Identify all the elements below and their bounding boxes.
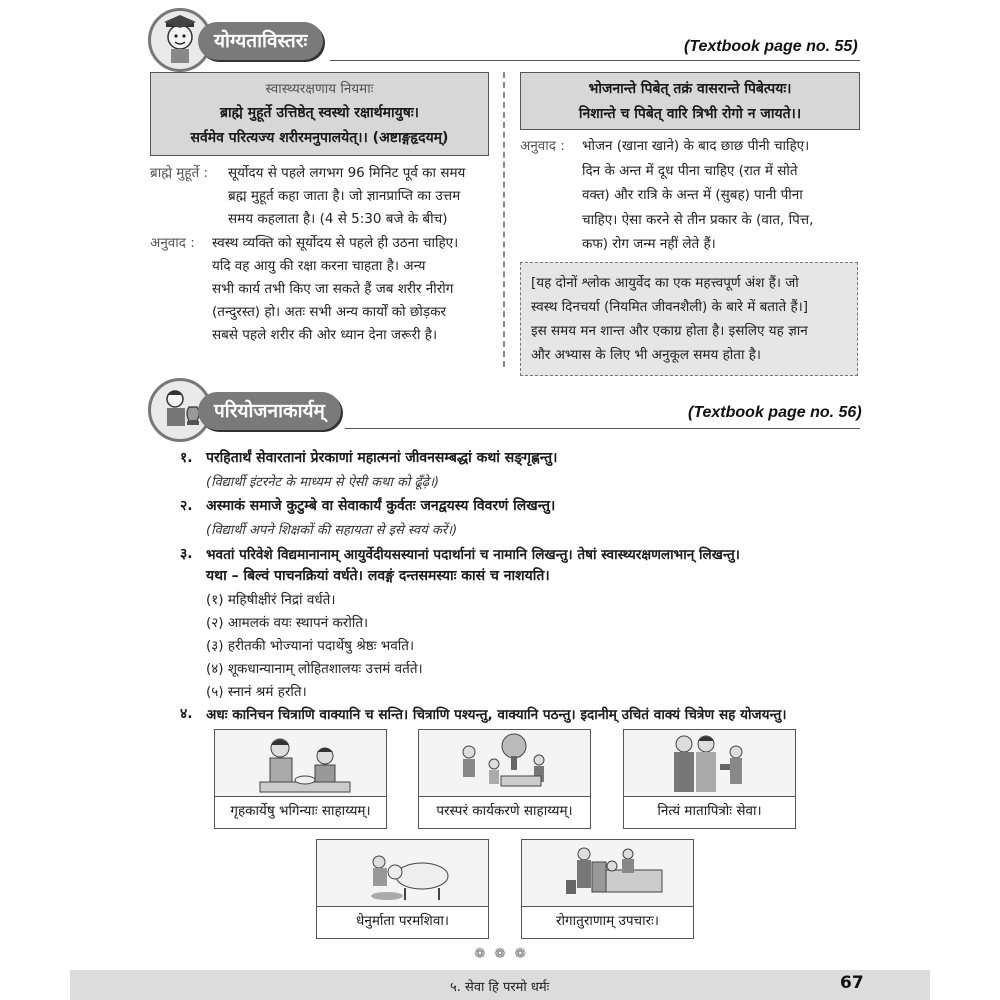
text-line: यदि वह आयु की रक्षा करना चाहता है। अन्य [212, 258, 426, 274]
q3-example: यथा – बिल्वं पाचनक्रियां वर्धते। लवङ्गं दन्तसमस्याः कासं च नाशयति। [206, 568, 550, 584]
entry-anuvada-right [520, 134, 860, 257]
section1-rule [330, 60, 860, 61]
cow-service-illustration [317, 840, 488, 907]
q1-text: परहितार्थं सेवारतानां प्रेरकाणां महात्मनां जीवनसम्बद्धां कथां सङ्गृह्णन्तु। [206, 450, 558, 466]
picture-card-5 [521, 839, 694, 939]
footer-chapter-title: ५. सेवा हि परमो धर्मः [450, 980, 550, 995]
q3-item-1: (१) महिषीक्षीरं निद्रां वर्धते। [206, 592, 336, 608]
text-line: स्वस्थ व्यक्ति को सूर्योदय से पहले ही उठना चाहिए। [212, 235, 459, 251]
text-line: ब्रह्म मुहूर्त कहा जाता है। जो ज्ञानप्राप्ति का उत्तम [228, 188, 461, 204]
q4-text: अधः कानिचन चित्राणि वाक्यानि च सन्ति। चित्राणि पश्यन्तु, वाक्यानि पठन्तु। इदानीम् उचितं वाक्यं चित्रेण सह योजयन्तु। [206, 707, 787, 723]
picture-card-4 [316, 839, 489, 939]
note-line: स्वस्थ दिनचर्या (नियमित जीवनशैली) के बारे में बताते हैं।] [531, 299, 809, 315]
picture-card-3 [623, 729, 796, 829]
section-title-pariyojana: परियोजनाकार्यम् [198, 392, 341, 430]
q1-number: १. [180, 450, 193, 466]
left-shloka-box [150, 72, 489, 156]
text-line: सभी कार्य तभी किए जा सकते हैं जब शरीर नीरोग [212, 281, 454, 297]
picture-card-2 [418, 729, 591, 829]
text-line: दिन के अन्त में दूध पीना चाहिए (रात में सोते [582, 162, 798, 179]
entry-text [212, 232, 487, 347]
column-divider [503, 72, 505, 367]
ornament-flowers: ❁ ❁ ❁ [474, 946, 529, 962]
text-line: सूर्योदय से पहले लगभग 96 मिनिट पूर्व का समय [228, 165, 466, 181]
picture-caption: नित्यं मातापित्रोः सेवा। [657, 803, 762, 819]
text-line: भोजन (खाना खाने) के बाद छाछ पीनी चाहिए। [582, 138, 810, 154]
entry-label: अनुवाद : [520, 138, 565, 154]
q3-text: भवतां परिवेशे विद्यमानानाम् आयुर्वेदीयसस्यानां पदार्थानां च नामानि लिखन्तु। तेषां स्वास्थ्यरक्षणलाभान् लिखन्तु। [206, 547, 740, 563]
q1-hint: (विद्यार्थी इंटरनेट के माध्यम से ऐसी कथा को ढूँढ़े।) [206, 475, 440, 490]
q2-hint: (विद्यार्थी अपने शिक्षकों की सहायता से इसे स्वयं करें।) [206, 523, 458, 538]
section2-rule [345, 428, 860, 429]
caring-for-sick-illustration [522, 840, 693, 907]
note-line: इस समय मन शान्त और एकाग्र होता है। इसलिए यह ज्ञान [531, 323, 808, 339]
q2-text: अस्माकं समाजे कुटुम्बे वा सेवाकार्यं कुर्वतः जनद्वयस्य विवरणं लिखन्तु। [206, 498, 556, 514]
q2-number: २. [180, 498, 193, 514]
picture-caption: गृहकार्येषु भगिन्याः साहाय्यम्। [230, 803, 371, 819]
q3-number: ३. [180, 546, 193, 562]
text-line: (तन्दुरस्त) हो। अतः सभी अन्य कार्यों को छोड़कर [212, 304, 446, 320]
picture-caption: रोगातुराणाम् उपचारः। [556, 913, 659, 929]
entry-brahma-muhurta [150, 162, 487, 231]
picture-card-1 [214, 729, 387, 829]
entry-label: अनुवाद : [150, 235, 195, 251]
parents-service-illustration [624, 730, 795, 797]
shloka-line-2: सर्वमेव परित्यज्य शरीरमनुपालयेत्।। (अष्टाङ्गहृदयम्) [190, 130, 449, 146]
text-line: समय कहलाता है। (4 से 5:30 बजे के बीच) [228, 211, 448, 227]
q3-item-4: (४) शूकधान्यानाम् लोहितशालयः उत्तमं वर्तते। [206, 661, 423, 677]
right-shloka-box [520, 72, 860, 130]
text-line: वक्त) और रात्रि के अन्त में (सुबह) पानी पीना [582, 187, 803, 203]
entry-anuvada-left [150, 232, 487, 347]
text-line: सबसे पहले शरीर की ओर ध्यान देना जरूरी है। [212, 327, 438, 343]
q4-number: ४. [180, 706, 193, 722]
entry-label: ब्राह्मे मुहूर्ते : [150, 165, 209, 181]
picture-caption: धेनुर्माता परमशिवा। [356, 913, 449, 929]
shloka-line-1: भोजनान्ते पिबेत् तक्रं वासरान्ते पिबेत्पयः। [588, 81, 792, 97]
text-line: कफ) रोग जन्म नहीं लेते हैं। [582, 236, 716, 252]
picture-caption: परस्परं कार्यकरणे साहाय्यम्। [436, 803, 573, 819]
ayurveda-note-box [520, 262, 858, 376]
entry-text [582, 134, 860, 257]
textbook-ref-56: (Textbook page no. 56) [688, 404, 862, 421]
sisters-housework-illustration [215, 730, 386, 797]
text-line: चाहिए। ऐसा करने से तीन प्रकार के (वात, पित्त, [582, 211, 814, 228]
textbook-ref-55: (Textbook page no. 55) [684, 38, 858, 55]
q3-item-5: (५) स्नानं श्रमं हरति। [206, 684, 307, 700]
shloka-line-2: निशान्ते च पिबेत् वारि त्रिभी रोगो न जायते।। [578, 106, 802, 122]
shloka-heading: स्वास्थ्यरक्षणाय नियमाः [265, 81, 374, 97]
shloka-line-1: ब्राह्मे मुहूर्ते उत्तिष्ठेत् स्वस्थो रक्षार्थमायुषः। [220, 105, 419, 121]
entry-text [228, 162, 487, 231]
q3-item-2: (२) आमलकं वयः स्थापनं करोति। [206, 615, 369, 631]
note-line: [यह दोनों श्लोक आयुर्वेद का एक महत्त्वपूर्ण अंश हैं। जो [531, 275, 799, 291]
section-title-yogyatavistara: योग्यताविस्तरः [198, 22, 323, 60]
note-line: और अभ्यास के लिए भी अनुकूल समय होता है। [531, 347, 762, 363]
page-number: 67 [840, 973, 864, 993]
q3-item-3: (३) हरीतकी भोज्यानां पदार्थेषु श्रेष्ठः भवति। [206, 638, 415, 654]
teamwork-illustration [419, 730, 590, 797]
